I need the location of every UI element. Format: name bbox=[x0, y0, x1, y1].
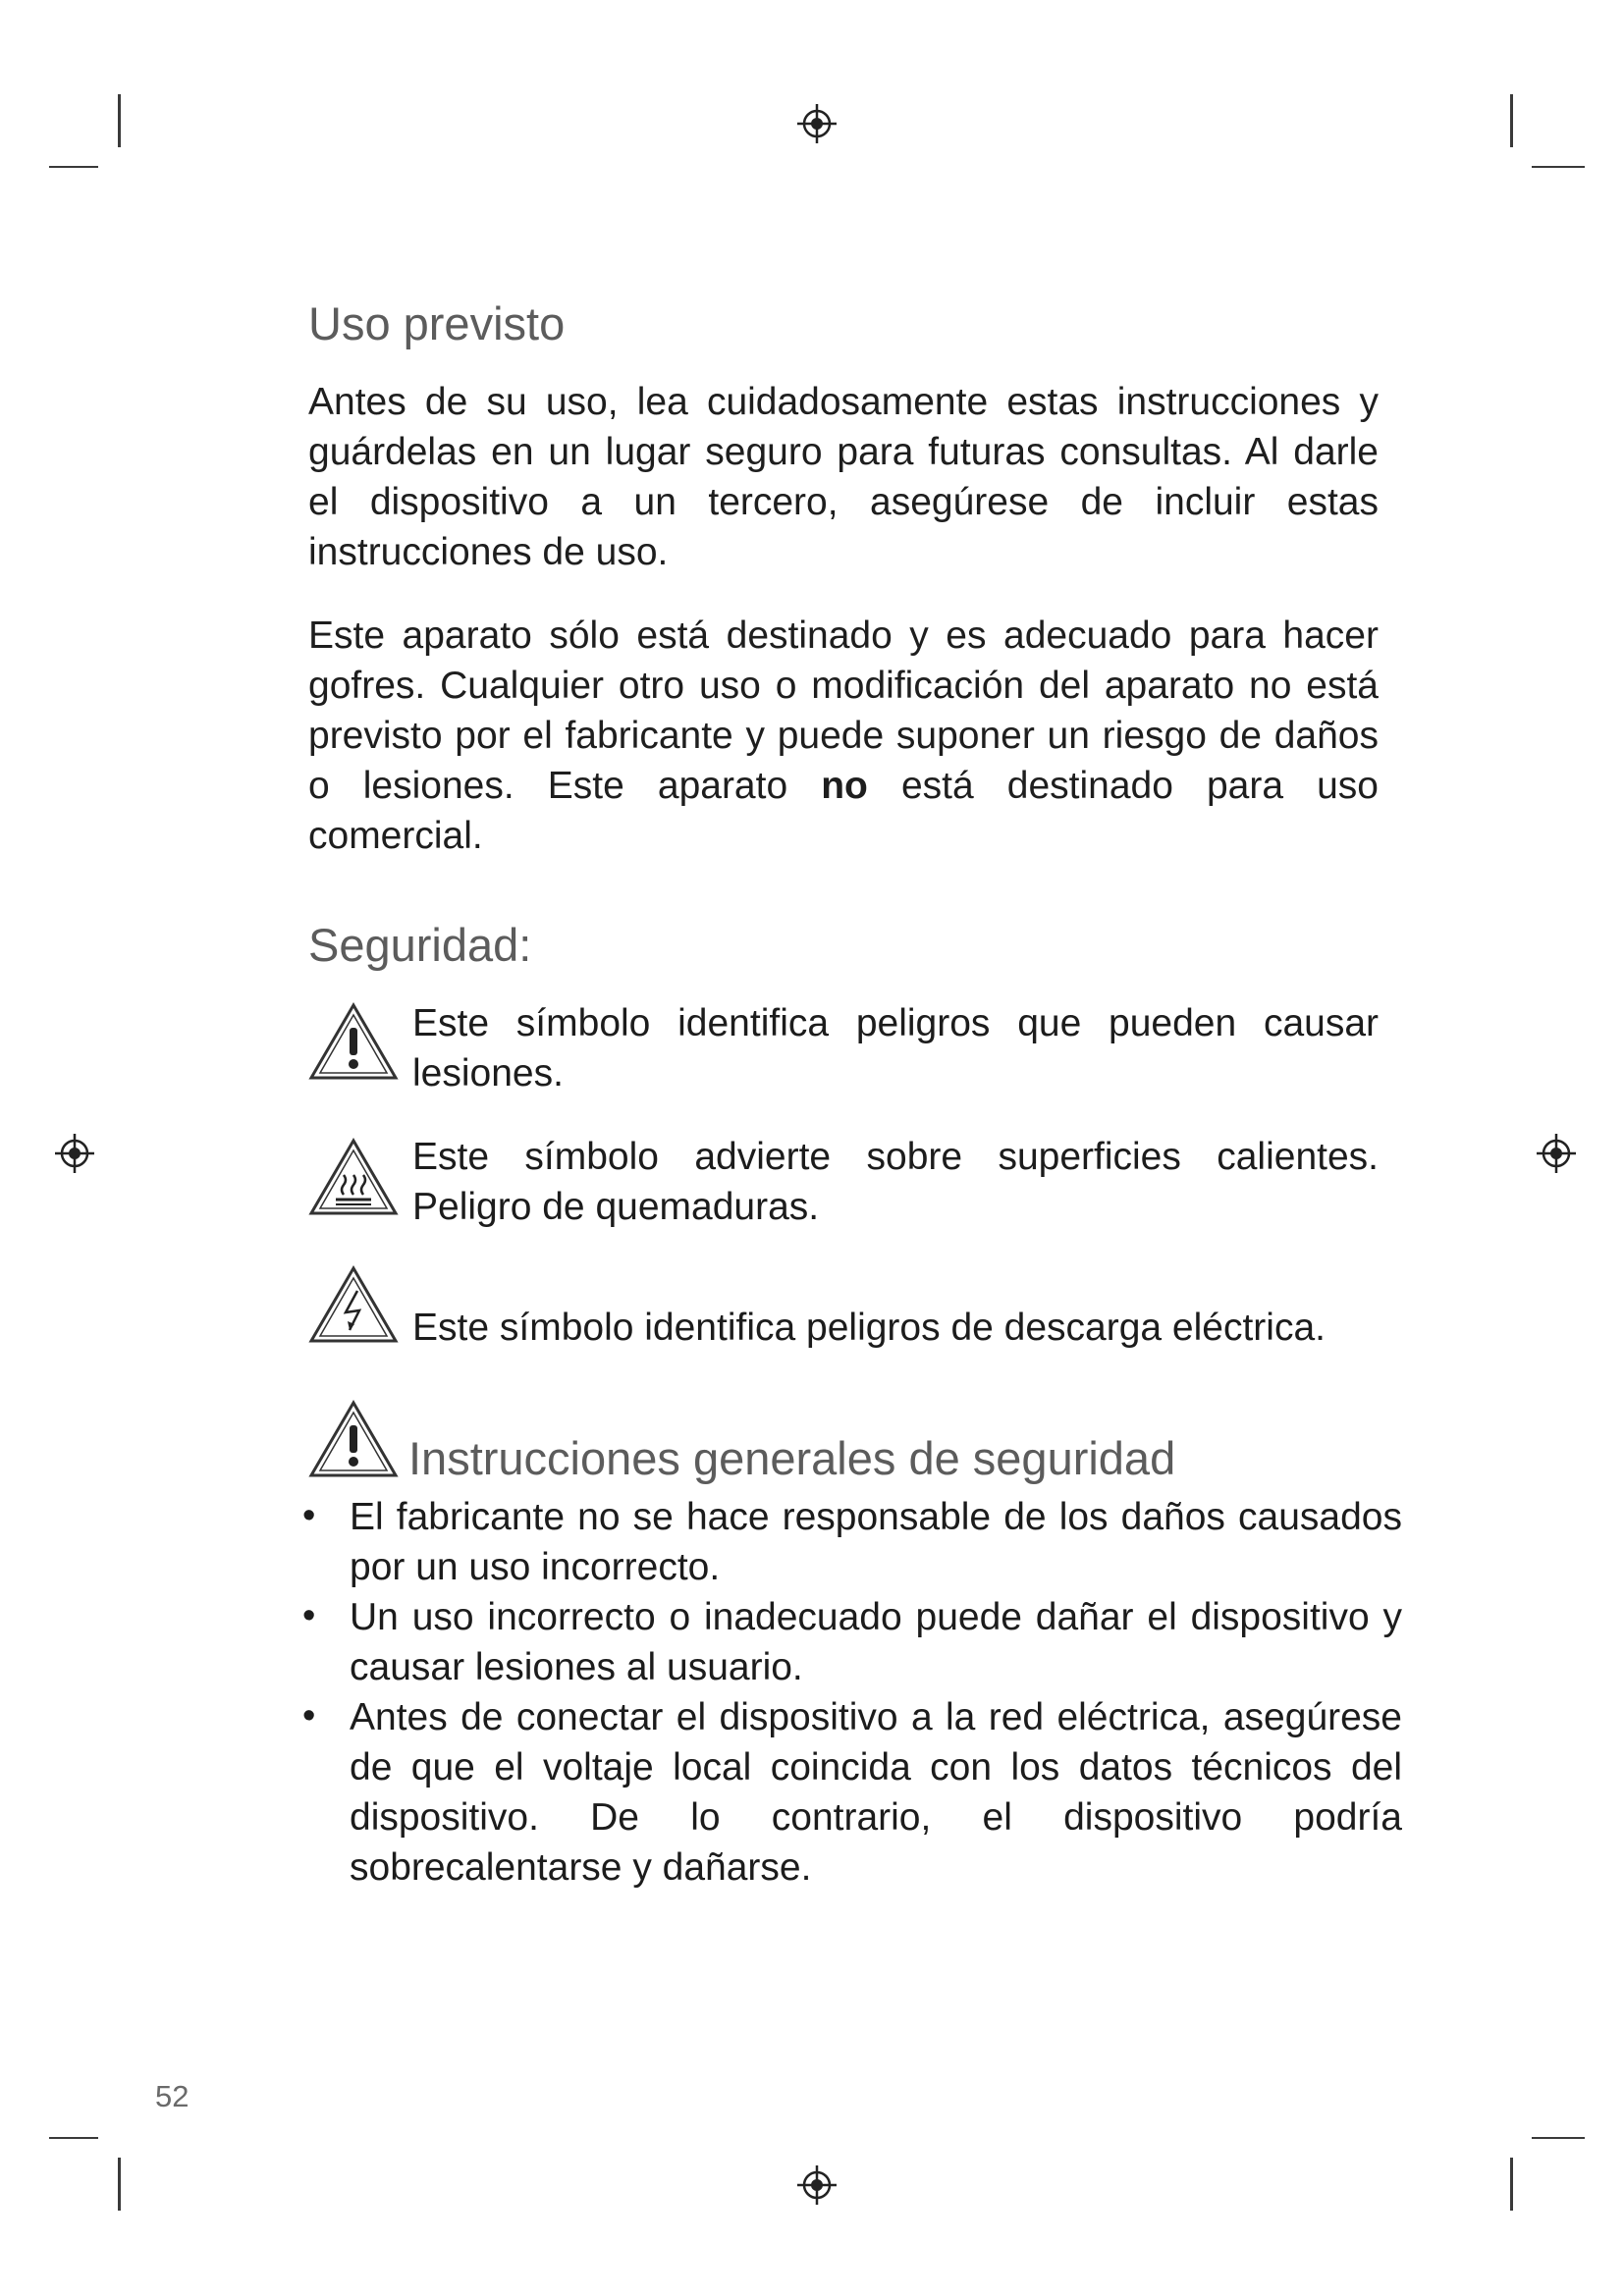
list-item-text: Antes de conectar el dispositivo a la red eléctrica, asegúrese de que el voltaje local coincida con los datos técnicos del dispositivo. De lo contrario, el dispositivo podría sobrecalentarse y dañarse. bbox=[350, 1696, 1402, 1889]
crop-mark bbox=[49, 166, 98, 168]
registration-mark-icon bbox=[795, 102, 839, 145]
crop-mark bbox=[1532, 166, 1585, 168]
crop-mark bbox=[49, 2137, 98, 2139]
crop-mark bbox=[1510, 94, 1513, 147]
list-item bbox=[302, 1492, 1402, 1592]
bullet-icon: • bbox=[302, 1595, 316, 1636]
crop-mark bbox=[118, 94, 121, 147]
hot-surface-icon bbox=[308, 1138, 399, 1216]
symbol-row-electric-shock bbox=[308, 1265, 1379, 1353]
registration-mark-icon bbox=[1535, 1132, 1578, 1175]
symbol-description: Este símbolo advierte sobre superficies calientes. Peligro de quemaduras. bbox=[412, 1136, 1379, 1228]
general-safety-list bbox=[302, 1492, 1402, 1893]
symbol-description: Este símbolo identifica peligros de descarga eléctrica. bbox=[412, 1307, 1326, 1349]
bullet-icon: • bbox=[302, 1495, 316, 1536]
crop-mark bbox=[1532, 2137, 1585, 2139]
bullet-icon: • bbox=[302, 1695, 316, 1736]
general-safety-heading-row bbox=[308, 1400, 1379, 1482]
symbol-description: Este símbolo identifica peligros que pueden causar lesiones. bbox=[412, 1002, 1379, 1095]
crop-mark bbox=[118, 2158, 121, 2211]
paragraph-text: está destinado para uso comercial. bbox=[308, 765, 1379, 857]
list-item-text: El fabricante no se hace responsable de los daños causados por un uso incorrecto. bbox=[350, 1496, 1402, 1588]
section-heading-general-safety: Instrucciones generales de seguridad bbox=[408, 1432, 1176, 1484]
intended-use-paragraph-1: Antes de su uso, lea cuidadosamente estas instrucciones y guárdelas en un lugar seguro para futuras consultas. Al darle el dispositivo a un tercero, asegúrese de incluir estas instrucciones de uso. bbox=[308, 381, 1379, 573]
warning-exclamation-icon bbox=[308, 1002, 399, 1081]
intended-use-paragraph-2 bbox=[308, 611, 1379, 861]
section-heading-safety: Seguridad: bbox=[308, 919, 532, 971]
list-item bbox=[302, 1592, 1402, 1692]
electric-shock-icon bbox=[308, 1265, 399, 1344]
list-item bbox=[302, 1692, 1402, 1893]
emphasis-no: no bbox=[821, 765, 868, 807]
symbol-row-hot-surface bbox=[308, 1132, 1379, 1232]
list-item-text: Un uso incorrecto o inadecuado puede dañar el dispositivo y causar lesiones al usuario. bbox=[350, 1596, 1402, 1688]
section-heading-intended-use: Uso previsto bbox=[308, 297, 566, 349]
warning-exclamation-icon bbox=[308, 1400, 399, 1478]
symbol-row-injury bbox=[308, 998, 1379, 1098]
registration-mark-icon bbox=[53, 1132, 96, 1175]
paragraph-text: Este aparato sólo está destinado y es adecuado para hacer gofres. Cualquier otro uso o modificación del aparato no está previsto por el fabricante y puede suponer un riesgo de daños o lesiones. Este aparato bbox=[308, 614, 1379, 807]
registration-mark-icon bbox=[795, 2163, 839, 2207]
crop-mark bbox=[1510, 2158, 1513, 2211]
page-number: 52 bbox=[155, 2079, 189, 2113]
page-content bbox=[302, 294, 1402, 1893]
